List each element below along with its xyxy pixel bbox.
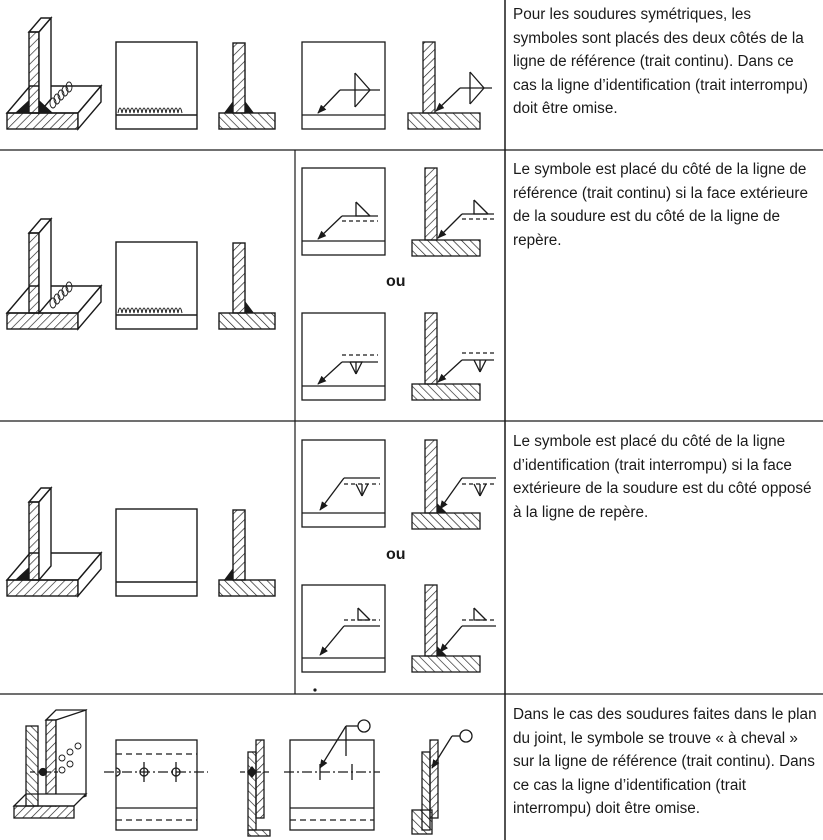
row2-front-view: [116, 242, 197, 329]
row3-description: Le symbole est placé du côté de la ligne d’identification (trait interrompu) si la face extérieure de la soudure est du côté opposé à la ligne de repère.: [513, 433, 812, 521]
row2-side-view: [219, 243, 275, 329]
row4-description: Dans le cas des soudures faites dans le plan du joint, le symbole se trouve « à cheval » sur la ligne de référence (trait continu). Dans ce cas la ligne d’identification (trait interrompu) doit être omise.: [513, 706, 817, 817]
row1-side-view: [219, 43, 275, 129]
row3-option1-side: [412, 440, 496, 529]
row2-option2-side: [412, 313, 494, 400]
row2-option1-side: [412, 168, 494, 256]
row4-iso-drawing: [14, 710, 86, 818]
row3-option2-front: [302, 585, 385, 672]
row3-option1-front: [302, 440, 385, 527]
row1-description: Pour les soudures symétriques, les symboles sont placés des deux côtés de la ligne de référence (trait continu). Dans ce cas la ligne d’identification (trait interrompu) doit être omise.: [513, 6, 809, 117]
row3-or-label: ou: [386, 546, 406, 563]
row1-symbol-view-a: [302, 42, 385, 129]
row3-front-view: [116, 509, 197, 596]
row2-option2-front: [302, 313, 385, 400]
row1-front-view: [116, 42, 197, 129]
row2-option1-front: [302, 168, 385, 255]
row3-option2-side: [412, 585, 496, 672]
row2-iso-drawing: [7, 219, 101, 329]
row3-side-view: [219, 510, 275, 596]
row1-iso-drawing: [7, 18, 101, 129]
row4-symbol-side: [412, 730, 472, 834]
row2-description: Le symbole est placé du côté de la ligne de référence (trait continu) si la face extérieure de la soudure est du côté de la ligne de repère.: [513, 161, 809, 249]
row3-iso-drawing: [7, 488, 101, 596]
row4-side-view: [240, 740, 270, 836]
row2-or-label: ou: [386, 273, 406, 290]
row4-front-view: [104, 740, 208, 830]
row1-symbol-view-b: [408, 42, 492, 129]
speck: [313, 688, 316, 691]
row4-symbol-front: [284, 720, 380, 830]
